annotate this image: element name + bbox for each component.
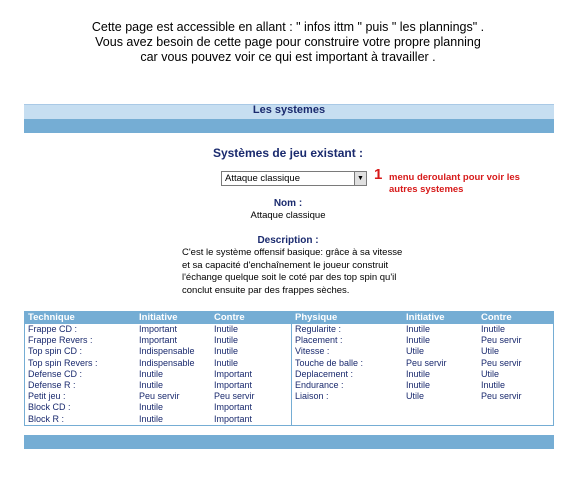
table-cell: Peu servir: [481, 391, 522, 402]
table-cell: Inutile: [139, 402, 164, 413]
table-cell: Regularite :: [295, 324, 342, 334]
table-header: [25, 312, 291, 324]
table-cell: Vitesse :: [295, 346, 330, 357]
table-cell: Inutile: [214, 346, 239, 357]
table-row: [25, 402, 291, 413]
table-row: [292, 358, 554, 369]
table-cell: Frappe CD :: [28, 324, 78, 334]
table-cell: Inutile: [139, 368, 164, 379]
table-cell: Peu servir: [481, 335, 522, 346]
table-cell: Utile: [406, 391, 425, 402]
column-header: Contre: [481, 312, 512, 323]
table-cell: Inutile: [406, 368, 431, 379]
table-cell: Indispensable: [139, 357, 195, 368]
physique-table: [291, 312, 554, 425]
table-cell: Utile: [481, 346, 500, 357]
table-cell: Placement :: [295, 335, 343, 346]
table-cell: Important: [214, 413, 253, 424]
table-row: [25, 324, 291, 335]
table-cell: Important: [214, 379, 253, 390]
table-cell: Inutile: [139, 379, 164, 390]
table-cell: Indispensable: [139, 346, 195, 357]
table-cell: Peu servir: [481, 357, 522, 368]
table-body: [292, 324, 554, 402]
table-cell: Inutile: [214, 335, 239, 346]
intro-line: Vous avez besoin de cette page pour construire votre propre planning: [95, 35, 481, 49]
table-cell: Inutile: [214, 357, 239, 368]
table-cell: Inutile: [139, 413, 164, 424]
table-cell: Peu servir: [406, 357, 447, 368]
table-cell: Endurance :: [295, 379, 344, 390]
table-cell: Liaison :: [295, 391, 329, 402]
table-cell: Important: [214, 402, 253, 413]
description-text: C'est le système offensif basique: grâce à sa vitesse et sa capacité d'enchaînement le joueur construit l'échange quelque soit le coté par des top spin qu'il conclut ensuite par des frappes sèches.: [182, 247, 403, 296]
table-row: [292, 335, 554, 346]
table-header: [292, 312, 554, 324]
intro-text: [0, 20, 576, 65]
chevron-down-icon[interactable]: ▼: [354, 172, 366, 185]
section-title: Les systemes: [252, 104, 326, 116]
table-row: [25, 346, 291, 357]
table-cell: Peu servir: [214, 391, 255, 402]
table-row: [292, 369, 554, 380]
annotation-number: 1: [374, 166, 383, 183]
table-row: [25, 358, 291, 369]
table-cell: Inutile: [481, 379, 506, 390]
table-cell: Utile: [406, 346, 425, 357]
table-cell: Top spin CD :: [28, 346, 83, 357]
table-cell: Inutile: [214, 324, 239, 334]
table-cell: Block CD :: [28, 402, 71, 413]
table-cell: Important: [139, 324, 178, 334]
table-row: [292, 391, 554, 402]
table-cell: Inutile: [406, 379, 431, 390]
systems-heading: Systèmes de jeu existant :: [212, 146, 364, 160]
skills-table: [24, 311, 554, 426]
column-header: Physique: [295, 312, 338, 323]
table-row: [25, 380, 291, 391]
system-select-value: Attaque classique: [225, 173, 300, 184]
table-row: [25, 369, 291, 380]
name-value: Attaque classique: [250, 210, 326, 221]
column-header: Contre: [214, 312, 245, 323]
table-row: [25, 414, 291, 425]
table-cell: Top spin Revers :: [28, 357, 98, 368]
table-cell: Deplacement :: [295, 368, 354, 379]
annotation-text: menu deroulant pour voir les autres systemes: [389, 172, 520, 195]
technique-table: [25, 312, 291, 425]
description-label: Description :: [257, 235, 319, 246]
table-cell: Inutile: [406, 335, 431, 346]
footer-bar: [24, 435, 554, 449]
table-cell: Block R :: [28, 413, 65, 424]
table-cell: Touche de balle :: [295, 357, 364, 368]
table-cell: Important: [214, 368, 253, 379]
table-cell: Utile: [481, 368, 500, 379]
table-cell: Defense CD :: [28, 368, 83, 379]
table-cell: Frappe Revers :: [28, 335, 93, 346]
name-label: Nom :: [273, 198, 303, 209]
table-cell: Inutile: [481, 324, 506, 334]
column-header: Initiative: [406, 312, 445, 323]
table-cell: Inutile: [406, 324, 431, 334]
section-divider-bar: [24, 119, 554, 133]
table-cell: Defense R :: [28, 379, 76, 390]
system-select[interactable]: [221, 171, 367, 186]
column-header: Technique: [28, 312, 75, 323]
table-row: [292, 346, 554, 357]
table-body: [25, 324, 291, 425]
column-header: Initiative: [139, 312, 178, 323]
intro-line: car vous pouvez voir ce qui est important à travailler .: [140, 50, 436, 64]
table-row: [25, 391, 291, 402]
table-row: [292, 380, 554, 391]
table-row: [25, 335, 291, 346]
table-cell: Important: [139, 335, 178, 346]
table-cell: Petit jeu :: [28, 391, 66, 402]
table-row: [292, 324, 554, 335]
table-cell: Peu servir: [139, 391, 180, 402]
intro-line: Cette page est accessible en allant : " infos ittm " puis " les plannings" .: [91, 20, 485, 34]
